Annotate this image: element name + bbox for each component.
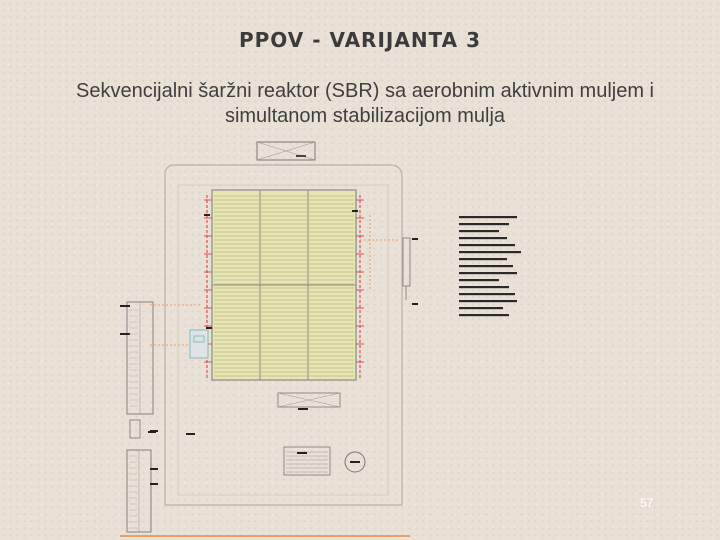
legend-entry xyxy=(459,286,509,288)
legend-entry xyxy=(459,314,509,316)
legend-entry xyxy=(459,244,515,246)
sludge-building xyxy=(278,393,340,410)
legend-entry xyxy=(459,307,503,309)
subtitle-line-1: Sekvencijalni šaržni reaktor (SBR) sa aerobnim aktivnim muljem i xyxy=(76,80,654,102)
legend-entry xyxy=(459,230,499,232)
circular-tank xyxy=(345,452,365,472)
inlet-building xyxy=(257,142,315,160)
sbr-reactor-block xyxy=(204,190,364,380)
legend-entry xyxy=(459,223,509,225)
legend-entry xyxy=(459,258,507,260)
pump-station-left xyxy=(190,330,208,358)
page-title: PPOV - VARIJANTA 3 xyxy=(238,28,482,52)
drawing-legend xyxy=(459,216,521,316)
outlet-column xyxy=(403,238,418,300)
legend-entry xyxy=(459,300,517,302)
site-plan-drawing xyxy=(0,135,720,540)
blower-building xyxy=(284,447,330,475)
legend-entry xyxy=(459,216,517,218)
page-subtitle xyxy=(10,79,720,129)
legend-entry xyxy=(459,237,507,239)
legend-entry xyxy=(459,293,515,295)
legend-entry xyxy=(459,251,521,253)
subtitle-line-2: simultanom stabilizacijom mulja xyxy=(224,105,506,127)
legend-entry xyxy=(459,279,499,281)
left-treatment-train xyxy=(120,302,158,532)
page-number: 57 xyxy=(640,496,654,510)
legend-entry xyxy=(459,265,513,267)
legend-entry xyxy=(459,272,517,274)
